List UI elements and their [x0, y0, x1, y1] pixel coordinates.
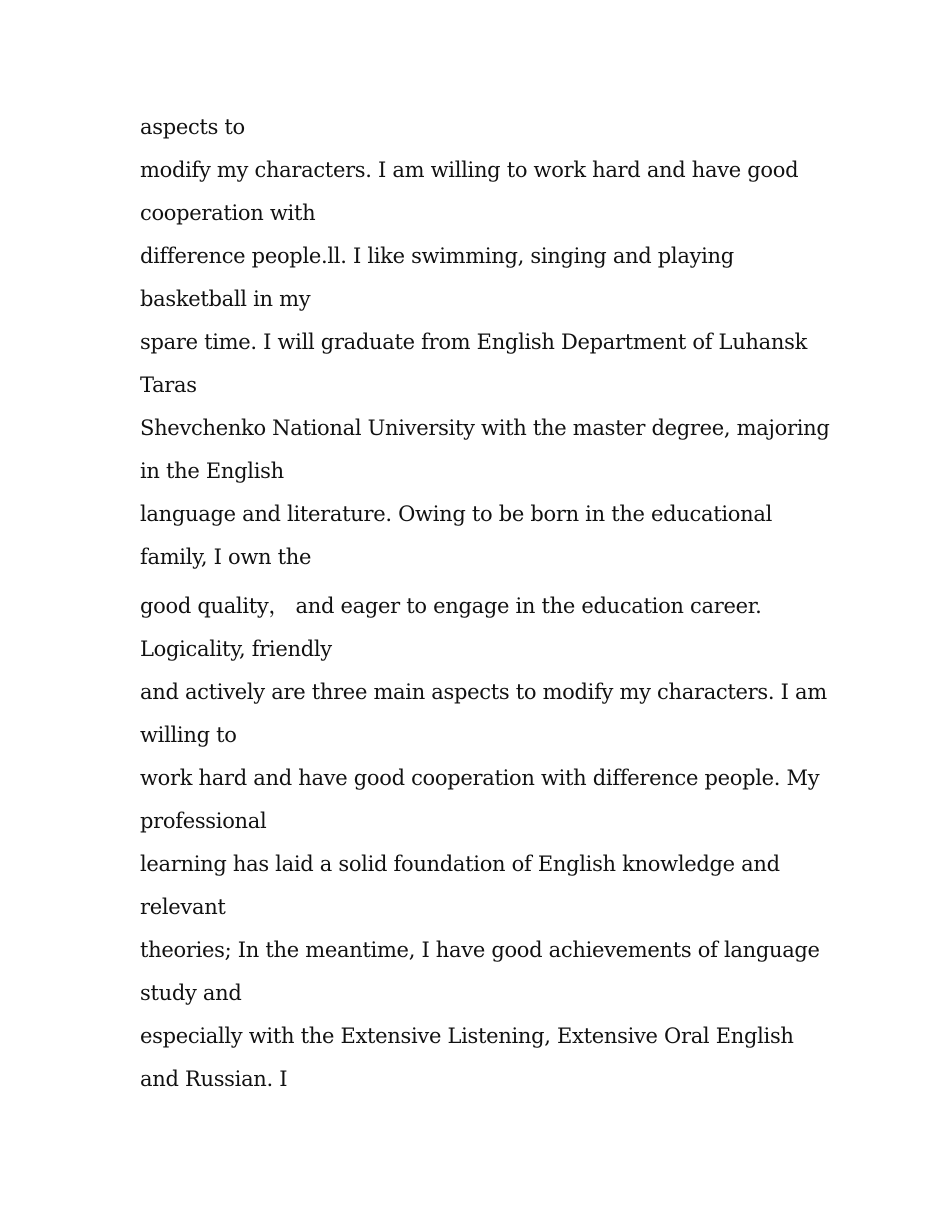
text-line: especially with the Extensive Listening, Extensive Oral English	[140, 1024, 794, 1048]
text-line: basketball in my	[140, 287, 311, 311]
text-line: Taras	[140, 373, 197, 397]
text-line: spare time. I will graduate from English Department of Luhansk	[140, 330, 807, 354]
text-line: work hard and have good cooperation with difference people. My	[140, 766, 820, 790]
text-line: Logicality, friendly	[140, 637, 332, 661]
text-line: professional	[140, 809, 267, 833]
text-line: willing to	[140, 723, 237, 747]
text-line: good quality， and eager to engage in the education career.	[140, 594, 762, 618]
text-line: cooperation with	[140, 201, 316, 225]
text-line: Shevchenko National University with the master degree, majoring	[140, 416, 830, 440]
text-line: learning has laid a solid foundation of English knowledge and	[140, 852, 780, 876]
text-line: language and literature. Owing to be born in the educational	[140, 502, 772, 526]
text-line: difference people.ll. I like swimming, singing and playing	[140, 244, 734, 268]
text-line: aspects to	[140, 115, 245, 139]
text-line: modify my characters. I am willing to work hard and have good	[140, 158, 799, 182]
text-line: family, I own the	[140, 545, 312, 569]
text-line: and actively are three main aspects to modify my characters. I am	[140, 680, 827, 704]
document-body	[140, 108, 830, 1103]
text-line: and Russian. I	[140, 1067, 288, 1091]
text-line: theories; In the meantime, I have good achievements of language	[140, 938, 820, 962]
text-line: relevant	[140, 895, 226, 919]
text-line: study and	[140, 981, 242, 1005]
text-line: in the English	[140, 459, 284, 483]
